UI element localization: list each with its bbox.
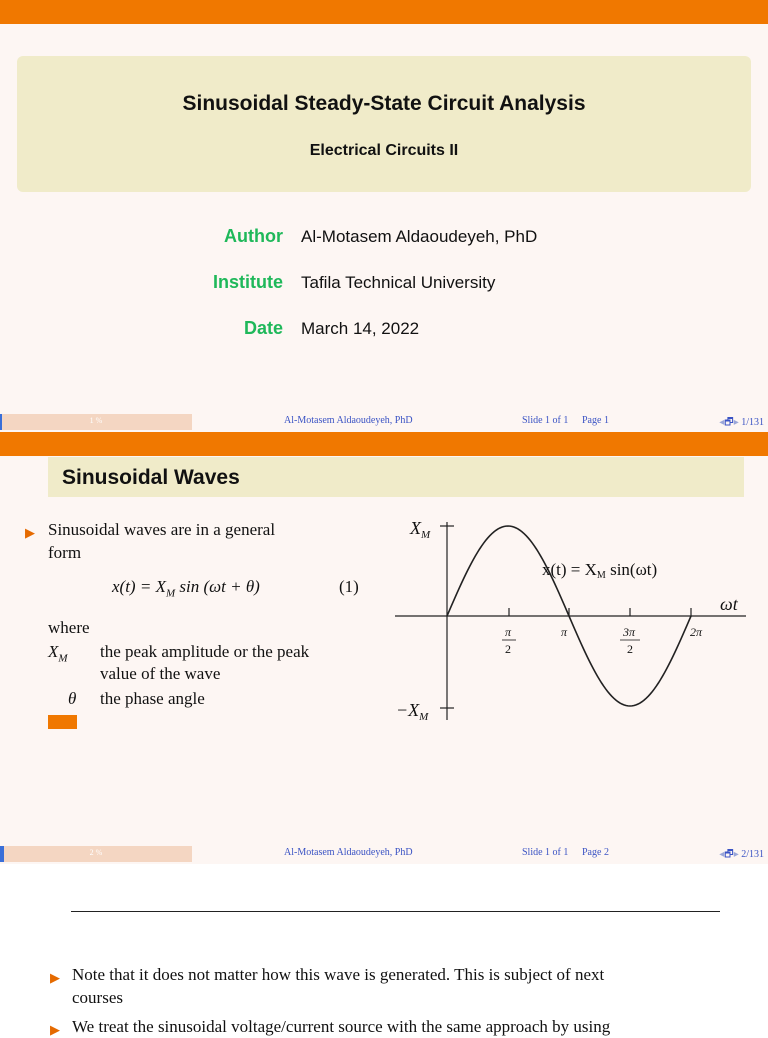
title-slide xyxy=(0,0,768,432)
progress-bar xyxy=(0,846,192,862)
top-accent-bar xyxy=(0,432,768,456)
slide-heading: Sinusoidal Waves xyxy=(62,466,240,489)
bullet-text-line1: Sinusoidal waves are in a general xyxy=(48,520,276,539)
y-bottom-label: $-X_M$ xyxy=(396,700,429,723)
progress-bar xyxy=(0,414,192,430)
institute-label: Institute xyxy=(213,272,283,292)
page-count[interactable]: 2/131 xyxy=(741,849,764,860)
footer-page-link[interactable]: Page 1 xyxy=(582,415,609,426)
author-label: Author xyxy=(224,226,283,246)
progress-percent: 2 % xyxy=(89,848,103,857)
author-value: Al-Motasem Aldaoudeyeh, PhD xyxy=(301,227,538,246)
tick-label-pi-over-2-den: 2 xyxy=(505,642,511,656)
note-line2: courses xyxy=(72,988,123,1007)
tick-label-3pi-over-2-num: 3π xyxy=(623,625,636,639)
title-box xyxy=(17,56,751,192)
bullet-arrow-icon: ▶ xyxy=(25,525,35,540)
next-arrow-icon[interactable]: ▸ xyxy=(733,849,739,860)
footer-author-link[interactable]: Al-Motasem Aldaoudeyeh, PhD xyxy=(284,415,413,426)
def-amplitude-line1: the peak amplitude or the peak xyxy=(100,642,310,661)
symbol-theta: θ xyxy=(68,689,77,708)
window-icon[interactable]: 🗗 xyxy=(724,417,734,428)
horizontal-rule xyxy=(71,911,720,912)
orange-marker xyxy=(48,715,77,729)
footer-slide-link[interactable]: Slide 1 of 1 xyxy=(522,847,569,858)
next-arrow-icon[interactable]: ▸ xyxy=(733,417,739,428)
def-amplitude-line2: value of the wave xyxy=(100,664,221,683)
bullet-arrow-icon: ▶ xyxy=(50,970,60,985)
footer-navigation[interactable] xyxy=(719,415,764,432)
bullet-text-line2: form xyxy=(48,543,82,562)
footer-slide-link[interactable]: Slide 1 of 1 xyxy=(522,415,569,426)
presentation-subtitle: Electrical Circuits II xyxy=(309,142,459,159)
bullet-arrow-icon: ▶ xyxy=(50,1022,60,1037)
slide-footer xyxy=(0,414,768,432)
progress-percent: 1 % xyxy=(89,416,103,425)
date-label: Date xyxy=(243,318,283,338)
date-value: March 14, 2022 xyxy=(301,319,420,338)
def-phase: the phase angle xyxy=(100,689,205,708)
footer-navigation[interactable] xyxy=(719,847,764,864)
tick-label-pi-over-2-num: π xyxy=(505,625,512,639)
sine-wave-graph xyxy=(390,512,760,732)
prev-arrow-icon[interactable]: ◂ xyxy=(719,849,725,860)
prev-arrow-icon[interactable]: ◂ xyxy=(719,417,725,428)
tick-label-pi: π xyxy=(561,625,568,639)
slide-footer xyxy=(0,846,768,864)
equation: $x(t) = X_M$ sin (ωt + θ) xyxy=(112,577,260,600)
y-top-label: $X_M$ xyxy=(410,518,431,541)
page-count[interactable]: 1/131 xyxy=(741,417,764,428)
notes-page xyxy=(0,864,768,1037)
top-accent-bar xyxy=(0,0,768,24)
footer-author-link[interactable]: Al-Motasem Aldaoudeyeh, PhD xyxy=(284,847,413,858)
tick-label-3pi-over-2-den: 2 xyxy=(627,642,633,656)
window-icon[interactable]: 🗗 xyxy=(724,849,734,860)
where-label: where xyxy=(48,618,90,637)
institute-value: Tafila Technical University xyxy=(301,273,496,292)
presentation-title: Sinusoidal Steady-State Circuit Analysis xyxy=(182,92,586,115)
graph-formula: x(t) = XM sin(ωt) xyxy=(542,560,658,581)
note-line3: We treat the sinusoidal voltage/current source with the same approach by using xyxy=(72,1017,611,1036)
tick-label-2pi: 2π xyxy=(690,625,703,639)
equation-number: (1) xyxy=(339,577,359,596)
symbol-xm: $X_M$ xyxy=(48,642,68,665)
section-header xyxy=(48,457,744,497)
sinusoidal-waves-slide xyxy=(0,432,768,864)
note-line1: Note that it does not matter how this wave is generated. This is subject of next xyxy=(72,965,605,984)
footer-page-link[interactable]: Page 2 xyxy=(582,847,609,858)
x-axis-label: ωt xyxy=(720,594,738,614)
